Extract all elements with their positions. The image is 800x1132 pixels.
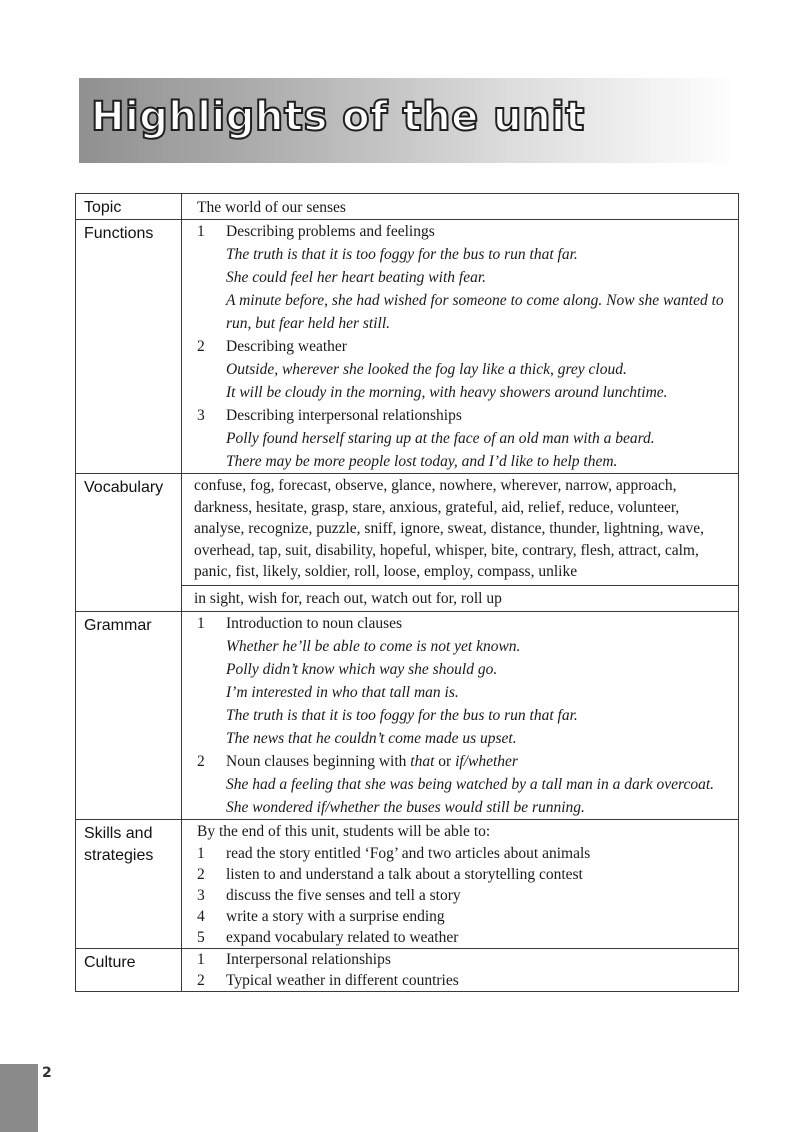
skills-content [182,819,739,948]
example-sentence: Whether he’ll be able to come is not yet known. [226,637,521,655]
skill-text: discuss the five senses and tell a story [226,886,461,904]
skill-item [197,864,732,885]
grammar-item [197,750,732,773]
example-sentence: The truth is that it is too foggy for the bus to run that far. [226,246,578,263]
item-number: 1 [197,950,205,968]
function-item [197,220,732,243]
function-title: Describing interpersonal relationships [226,407,462,424]
item-number: 4 [197,907,205,925]
row-label-topic: Topic [76,194,182,220]
culture-content [182,948,739,991]
functions-row [76,220,739,474]
example-sentence: A minute before, she had wished for someone to come along. Now she wanted to run, but fear held her still. [226,292,724,332]
item-number: 3 [197,407,205,424]
row-label-functions: Functions [76,220,182,474]
example-sentence: I’m interested in who that tall man is. [226,683,459,701]
example-sentence: She wondered if/whether the buses would still be running. [226,798,585,816]
example-sentence: Polly found herself staring up at the face of an old man with a beard. [226,430,655,447]
grammar-title [226,750,518,773]
title-text: or [434,752,456,770]
example-sentence: The truth is that it is too foggy for the bus to run that far. [226,706,578,724]
skill-text: expand vocabulary related to weather [226,928,459,946]
item-number: 2 [197,338,205,355]
title-text: Noun clauses beginning with [226,752,411,770]
example-sentence: There may be more people lost today, and I’d like to help them. [226,453,618,470]
highlights-table [75,193,739,992]
skill-text: read the story entitled ‘Fog’ and two articles about animals [226,844,591,862]
skills-row [76,819,739,948]
page-number: 2 [42,1065,52,1081]
function-title: Describing problems and feelings [226,223,435,240]
page-tab-marker [0,1064,38,1132]
row-label-grammar: Grammar [76,611,182,819]
item-number: 2 [197,752,205,770]
function-item [197,404,732,427]
topic-text: The world of our senses [182,194,739,220]
item-number: 3 [197,886,205,904]
item-number: 2 [197,865,205,883]
grammar-item [197,612,732,635]
topic-row [76,194,739,220]
title-italic-that: that [410,752,435,770]
skill-item [197,906,732,927]
header-banner [79,78,740,163]
skill-item [197,843,732,864]
culture-item [197,949,732,970]
vocabulary-words: confuse, fog, forecast, observe, glance, nowhere, wherever, narrow, approach, darkness, hesitate, grasp, stare, anxious, grateful, aid, relief, reduce, volunteer, analyse, recognize, puzzle, sniff, ignore, sweat, distance, thunder, lightning, wave, overhead, tap, suit, disability, hopeful, whisper, bite, contrary, flesh, attract, calm, panic, fist, likely, soldier, roll, loose, employ, compass, unlike [182,474,739,586]
item-number: 1 [197,844,205,862]
grammar-content [182,611,739,819]
skill-text: write a story with a surprise ending [226,907,445,925]
function-title: Describing weather [226,338,347,355]
skill-text: listen to and understand a talk about a storytelling contest [226,865,583,883]
example-sentence: Outside, wherever she looked the fog lay like a thick, grey cloud. [226,361,627,378]
label-line: Skills and [84,824,153,842]
example-sentence: It will be cloudy in the morning, with heavy showers around lunchtime. [226,384,668,401]
vocabulary-row [76,474,739,586]
page-title: Highlights of the unit [91,94,585,140]
item-number: 1 [197,223,205,240]
row-label-skills [76,819,182,948]
item-number: 5 [197,928,205,946]
function-item [197,335,732,358]
example-sentence: The news that he couldn’t come made us upset. [226,729,517,747]
skill-item [197,927,732,948]
culture-text: Typical weather in different countries [226,971,459,989]
grammar-title: Introduction to noun clauses [226,614,403,632]
example-sentence: Polly didn’t know which way she should go. [226,660,498,678]
culture-item [197,970,732,991]
vocabulary-phrases: in sight, wish for, reach out, watch out for, roll up [182,585,739,611]
item-number: 1 [197,614,205,632]
culture-row [76,948,739,991]
row-label-culture: Culture [76,948,182,991]
grammar-row [76,611,739,819]
skill-item [197,885,732,906]
label-line: strategies [84,846,154,864]
row-label-vocabulary: Vocabulary [76,474,182,612]
example-sentence: She had a feeling that she was being watched by a tall man in a dark overcoat. [226,775,715,793]
functions-content [182,220,739,474]
skills-intro: By the end of this unit, students will be able to: [197,822,491,840]
culture-text: Interpersonal relationships [226,950,391,968]
example-sentence: She could feel her heart beating with fear. [226,269,487,286]
item-number: 2 [197,971,205,989]
title-italic-if-whether: if/whether [455,752,518,770]
